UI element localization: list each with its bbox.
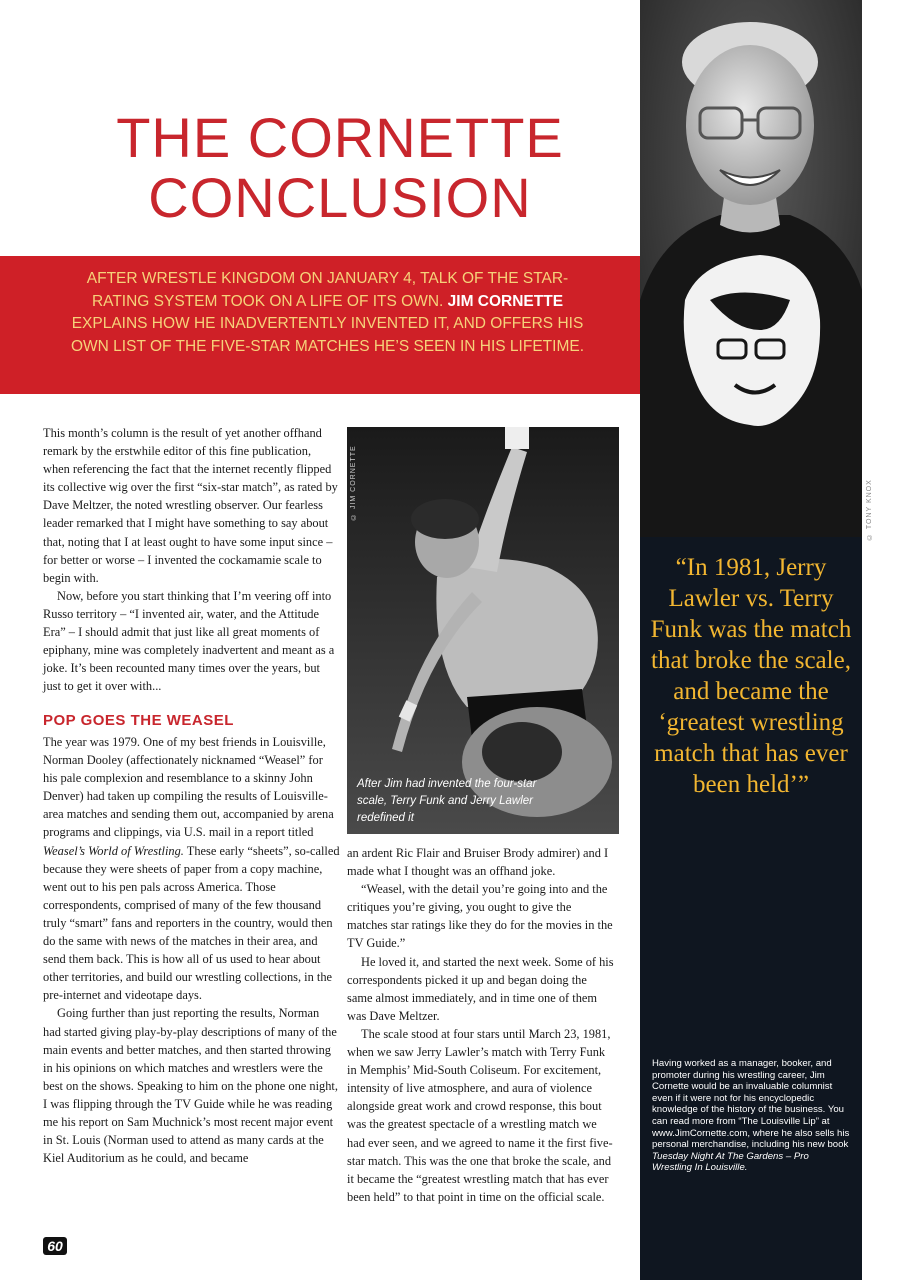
pull-quote: “In 1981, Jerry Lawler vs. Terry Funk was the match that broke the scale, and became the ‘greatest wrestling match that has ever been held’” [650, 554, 852, 798]
paragraph-1: This month’s column is the result of yet another offhand remark by the erstwhile editor of this fine publication, when referencing the fact that the internet recently flipped its collective wig over the first “six-star match”, as rated by Dave Meltzer, the noted wrestling observer. Our fearless leader remarked that I might have something to say about that, noting that I at least ought to have some input since – for better or worse – I invented the cockamamie scale to begin with. [43, 426, 338, 585]
paragraph-2: Now, before you start thinking that I’m veering off into Russo territory – “I invented air, water, and the Attitude Era” – I should admit that just like all great moments of epiphany, mine was completely inadvertent and meant as a joke. It’s been recounted many times over the years, but just to get it over with... [43, 588, 335, 694]
author-photo [640, 0, 862, 537]
standfirst-part-2: EXPLAINS HOW HE INADVERTENTLY INVENTED IT, AND OFFERS HIS OWN LIST OF THE FIVE-STAR MATCHES HE’S SEEN IN HIS LIFETIME. [71, 315, 584, 355]
standfirst-part-1: AFTER WRESTLE KINGDOM ON JANUARY 4, TALK OF THE STAR-RATING SYSTEM TOOK ON A LIFE OF ITS OWN. [86, 270, 569, 310]
page-number: 60 [43, 1237, 67, 1255]
wrestling-photo-credit: © JIM CORNETTE [350, 445, 357, 520]
title-line-1: THE CORNETTE [116, 106, 564, 169]
title-line-2: CONCLUSION [148, 166, 532, 229]
standfirst-author: JIM CORNETTE [447, 292, 564, 310]
article-title [60, 108, 620, 228]
photo-caption: After Jim had invented the four-star scale, Terry Funk and Jerry Lawler redefined it [357, 778, 537, 824]
paragraph-3 [43, 733, 340, 1004]
body-column-2 [347, 844, 615, 1206]
bio-book-title: Tuesday Night At The Gardens – Pro Wrestling In Louisville. [652, 1150, 809, 1174]
paragraph-8: The scale stood at four stars until March 23, 1981, when we saw Jerry Lawler’s match with Terry Funk in Memphis’ Mid-South Coliseum. For excitement, intensity of live atmosphere, and aura of violence alongside great work and crowd response, this bout was the greatest spectacle of a wrestling match we had ever seen, and we agreed to name it the first five-star match. This was the one that broke the scale, and it became the “greatest wrestling match that has ever been held” to that point in time on the official scale. [347, 1026, 613, 1204]
paragraph-6: “Weasel, with the detail you’re going into and the critiques you’re giving, you ought to give the matches star ratings like they do for the movies in the TV Guide.” [347, 882, 613, 951]
author-photo-credit: © TONY KNOX [866, 479, 873, 540]
paragraph-3-end: These early “sheets”, so-called because they were sheets of paper from a copy machine, went out to his pen pals across America. Those correspondents, comprised of many of the few thousand truly “smart” fans and reporters in the country, would then do the same with news of the matches in their area, and send them back. This is how all of us used to hear about other territories, and build our wrestling collections, in the pre-internet and videotape days. [43, 843, 340, 1003]
author-bio [652, 1058, 850, 1174]
paragraph-5: an ardent Ric Flair and Bruiser Brody admirer) and I made what I thought was an offhand joke. [347, 846, 609, 879]
paragraph-3-start: The year was 1979. One of my best friends in Louisville, Norman Dooley (affectionately nicknamed “Weasel” for his pale complexion and resemblance to a skinny John Denver) had taken up compiling the results of Louisville-area matches and sending them out, accompanied by arena programs and clippings, via U.S. mail in a report titled [43, 735, 334, 840]
bio-text: Having worked as a manager, booker, and promoter during his wrestling career, Jim Cornette would be an invaluable columnist even if it were not for his encyclopedic knowledge of the history of the business. You can read more from “The Louisville Lip” at www.JimCornette.com, where he also sells his personal merchandise, including his new book [652, 1058, 850, 1151]
body-column-1-top [43, 424, 340, 695]
subheading: POP GOES THE WEASEL [43, 712, 234, 729]
wrestling-photo [347, 427, 619, 834]
publication-title: Weasel’s World of Wrestling. [43, 843, 184, 858]
paragraph-4: Going further than just reporting the results, Norman had started giving play-by-play descriptions of many of the main events and better matches, and then started throwing in his opinions on which matches and wrestlers were the best on the shows. Speaking to him on the phone one night, I was flipping through the TV Guide while he was reading me his report on Sam Muchnick’s most recent major event in St. Louis (Norman used to attend as many cards at the Kiel Auditorium as he could, and became [43, 1006, 338, 1166]
wrestling-photo-illustration [347, 427, 619, 834]
body-column-1-bottom [43, 733, 340, 1167]
standfirst [70, 268, 585, 358]
paragraph-7: He loved it, and started the next week. Some of his correspondents picked it up and began doing the same almost immediately, and in time one of them was Dave Meltzer. [347, 954, 614, 1023]
author-photo-illustration [640, 0, 862, 537]
